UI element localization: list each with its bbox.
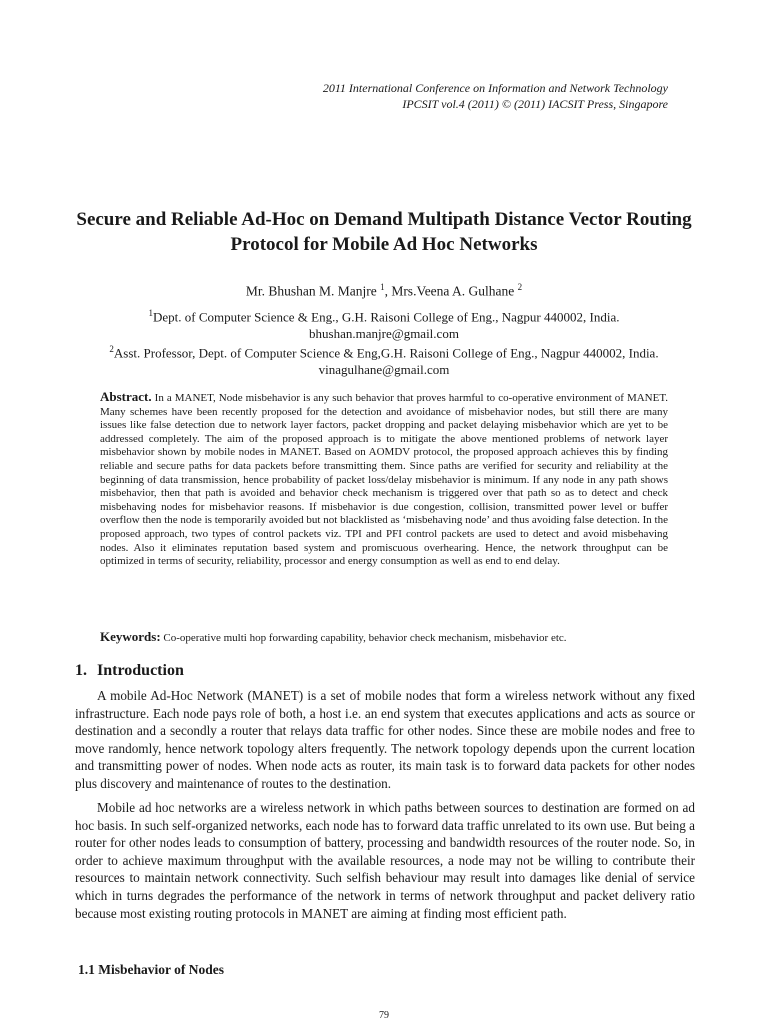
abstract-label: Abstract.	[100, 389, 152, 404]
introduction-paragraph-2	[75, 799, 695, 922]
conference-line-1: 2011 International Conference on Information and Network Technology	[322, 81, 668, 95]
affiliation-2-mark: 2	[109, 344, 114, 354]
page-number: 79	[379, 1010, 389, 1021]
affiliation-1	[60, 305, 708, 342]
author-1-affil-mark: 1	[380, 282, 385, 292]
keywords-text: Co-operative multi hop forwarding capability, behavior check mechanism, misbehavior etc.	[163, 632, 567, 644]
conference-header	[323, 80, 668, 112]
paragraph-text: A mobile Ad-Hoc Network (MANET) is a set of mobile nodes that form a wireless network without any fixed infrastructure. Each node pays role of both, a host i.e. an end system that executes applications and acts as source or destination and a secondly a router that relays data traffic for other nodes. Since these are mobile nodes and free to move randomly, hence network topology alters frequently. The network topology depends upon the current location and transmitting power of nodes. When node acts as router, its main task is to forward data packets for other nodes plus discovery and maintenance of routes to the destination.	[75, 688, 695, 791]
affiliation-2-text: Asst. Professor, Dept. of Computer Science & Eng,G.H. Raisoni College of Eng., Nagpur 440002, India.	[113, 345, 659, 361]
author-2-name: Mrs.Veena A. Gulhane	[391, 283, 515, 299]
author-2-affil-mark: 2	[517, 282, 523, 292]
conference-line-2: IPCSIT vol.4 (2011) © (2011) IACSIT Press, Singapore	[402, 97, 668, 111]
author-list	[60, 278, 708, 301]
keywords-label: Keywords:	[100, 629, 161, 644]
paper-title: Secure and Reliable Ad-Hoc on Demand Multipath Distance Vector Routing Protocol for Mobile Ad Hoc Networks	[76, 209, 692, 255]
keywords	[100, 630, 668, 645]
affiliation-2-email: vinagulhane@gmail.com	[318, 362, 450, 378]
section-title: Introduction	[97, 662, 184, 679]
affiliation-2	[60, 341, 708, 378]
affiliation-1-mark: 1	[148, 308, 153, 318]
author-separator: ,	[384, 283, 392, 299]
subsection-heading-misbehavior: 1.1 Misbehavior of Nodes	[78, 962, 225, 977]
introduction-paragraph-1	[75, 687, 695, 793]
paragraph-text: Mobile ad hoc networks are a wireless network in which paths between sources to destination are formed on ad hoc basis. In such self-organized networks, each node has to forward data traffic unrelated to its own use. But being a router for other nodes leads to consumption of battery, processing and bandwidth resources of the router node. So, in order to achieve maximum throughput with the available resources, a node may not be willing to contribute their resources to maintain network connectivity. Such selfish behaviour may result into damages like denial of service which in turns degrades the performance of the network in terms of network throughput and packet delivery ratio because most existing routing protocols in MANET are aiming at finding most efficient path.	[75, 800, 695, 921]
section-number: 1.	[75, 662, 87, 679]
section-heading-introduction	[75, 661, 184, 681]
abstract	[100, 390, 668, 569]
affiliation-1-text: Dept. of Computer Science & Eng., G.H. Raisoni College of Eng., Nagpur 440002, India.	[153, 309, 620, 325]
author-1-name: Mr. Bhushan M. Manjre	[245, 283, 377, 299]
affiliation-1-email: bhushan.manjre@gmail.com	[309, 326, 459, 342]
abstract-text: In a MANET, Node misbehavior is any such behavior that proves harmful to co-operative environment of MANET. Many schemes have been recently proposed for the detection and avoidance of misbehavior nodes, but still there are many issues like false detection due to network layer factors, packet dropping and packet delaying misbehavior which are yet to be addressed completely. The aim of the proposed approach is to mitigate the above mentioned problems of network layer misbehavior shown by mobile nodes in MANET. Based on AOMDV protocol, the proposed approach achieves this by finding reliable and secure paths for data packets before transmitting them. Since paths are verified for security and reliability at the beginning of data transmission, hence probability of packet loss/delay misbehavior is minimum. If any node in any path shows misbehavior, then that path is avoided and behavior check mechanism is triggered over that path so as to detect and check misbehaving nodes for misbehavior reasons. If misbehavior is due congestion, collision, transmitted power level or buffer overflow then the node is temporarily avoided but not blacklisted as ‘misbehaving node’ and thus avoiding false detection. In the proposed approach, two types of control packets viz. TPI and PFI control packets are used to detect and avoid misbehaving nodes. Also it eliminates reputation based system and promiscuous overhearing. Hence, the network throughput can be optimized in terms of security, reliability, processor and energy consumption as well as end to end delay.	[100, 392, 668, 568]
